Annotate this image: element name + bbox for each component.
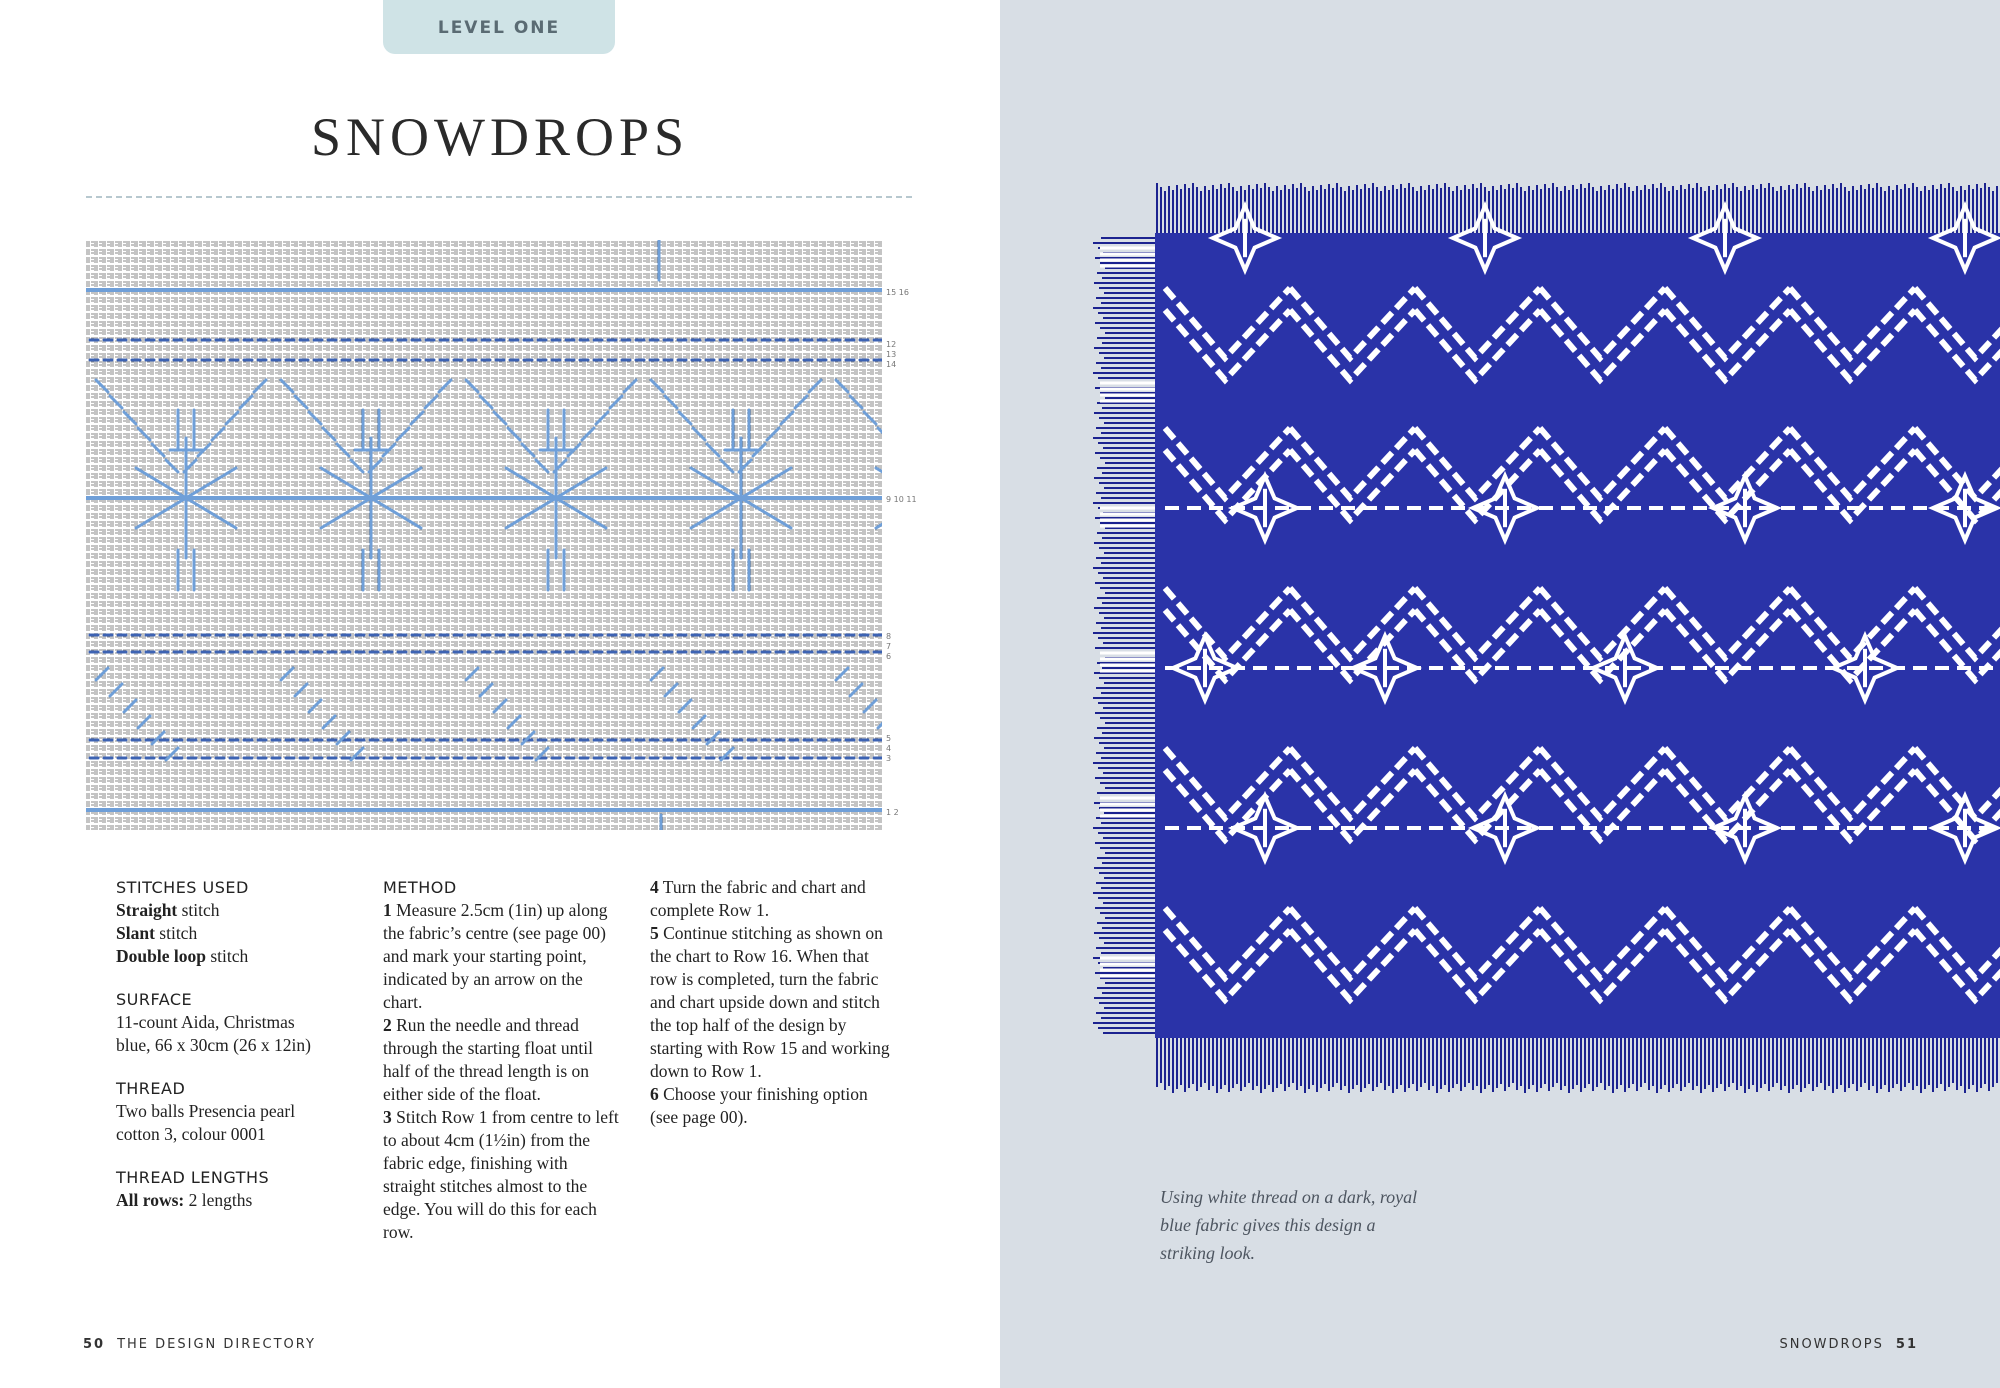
photo-caption: Using white thread on a dark, royal blue fabric gives this design a striking look.: [1160, 1187, 1418, 1263]
footer-right: [1779, 1337, 1918, 1352]
level-tab: LEVEL ONE: [383, 0, 615, 54]
method-column-1: [383, 876, 623, 1244]
method-step: 5 Continue stitching as shown on the chart to Row 16. When that row is completed, turn the fabric and chart upside down and stitch the top half of the design by starting with Row 15 and working down to Row 1.: [650, 923, 890, 1081]
materials-column: [116, 876, 346, 1232]
row-label: 4: [886, 744, 892, 753]
fringe-bottom: [1157, 1033, 1997, 1093]
method-column-2: [650, 876, 890, 1129]
row-label: 5: [886, 734, 892, 743]
page-number: 51: [1895, 1337, 1918, 1352]
thread-lengths-line: All rows: 2 lengths: [116, 1190, 253, 1210]
row-label: 13: [886, 350, 897, 359]
placemat-photo: [1085, 178, 2000, 1148]
surface-line: blue, 66 x 30cm (26 x 12in): [116, 1035, 311, 1055]
method-step: 4 Turn the fabric and chart and complete Row 1.: [650, 877, 866, 920]
dashed-divider: [86, 196, 912, 198]
footer-left: [83, 1337, 316, 1352]
stitches-used-section: [116, 876, 346, 968]
running-head: SNOWDROPS: [1779, 1337, 1884, 1352]
section-heading: THREAD LENGTHS: [116, 1168, 270, 1187]
fringe-left: [1093, 238, 1157, 1033]
row-label: 1 2: [886, 808, 899, 817]
method-step: 3 Stitch Row 1 from centre to left to about 4cm (1½in) from the fabric edge, finishing with straight stitches almost to the edge. You will do this for each row.: [383, 1107, 619, 1242]
thread-line: cotton 3, colour 0001: [116, 1124, 266, 1144]
thread-section: [116, 1077, 346, 1146]
row-label: 6: [886, 652, 892, 661]
fringe-top: [1157, 183, 1997, 236]
section-heading: STITCHES USED: [116, 878, 249, 897]
stitch-item: Straight stitch: [116, 900, 220, 920]
row-label: 15 16: [886, 288, 909, 297]
row-label: 8: [886, 632, 892, 641]
section-heading: THREAD: [116, 1079, 186, 1098]
running-head: THE DESIGN DIRECTORY: [117, 1337, 316, 1352]
page-title: SNOWDROPS: [310, 107, 690, 167]
surface-line: 11-count Aida, Christmas: [116, 1012, 295, 1032]
chart-row-labels: [886, 240, 926, 830]
stitch-chart: [86, 240, 882, 830]
row-label: 12: [886, 340, 897, 349]
method-step: 6 Choose your finishing option (see page 00).: [650, 1084, 868, 1127]
thread-lengths-section: [116, 1166, 346, 1212]
method-step: 2 Run the needle and thread through the starting float until half of the thread length is on either side of the float.: [383, 1015, 593, 1104]
stitch-item: Double loop stitch: [116, 946, 249, 966]
surface-section: [116, 988, 346, 1057]
stitch-item: Slant stitch: [116, 923, 198, 943]
right-page: [1000, 0, 2000, 1388]
thread-line: Two balls Presencia pearl: [116, 1101, 296, 1121]
section-heading: SURFACE: [116, 990, 193, 1009]
row-label: 3: [886, 754, 892, 763]
section-heading: METHOD: [383, 878, 457, 897]
row-label: 9 10 11: [886, 495, 917, 504]
row-label: 7: [886, 642, 892, 651]
page-number: 50: [83, 1337, 106, 1352]
method-step: 1 Measure 2.5cm (1in) up along the fabric’s centre (see page 00) and mark your starting point, indicated by an arrow on the chart.: [383, 900, 608, 1012]
row-label: 14: [886, 360, 897, 369]
